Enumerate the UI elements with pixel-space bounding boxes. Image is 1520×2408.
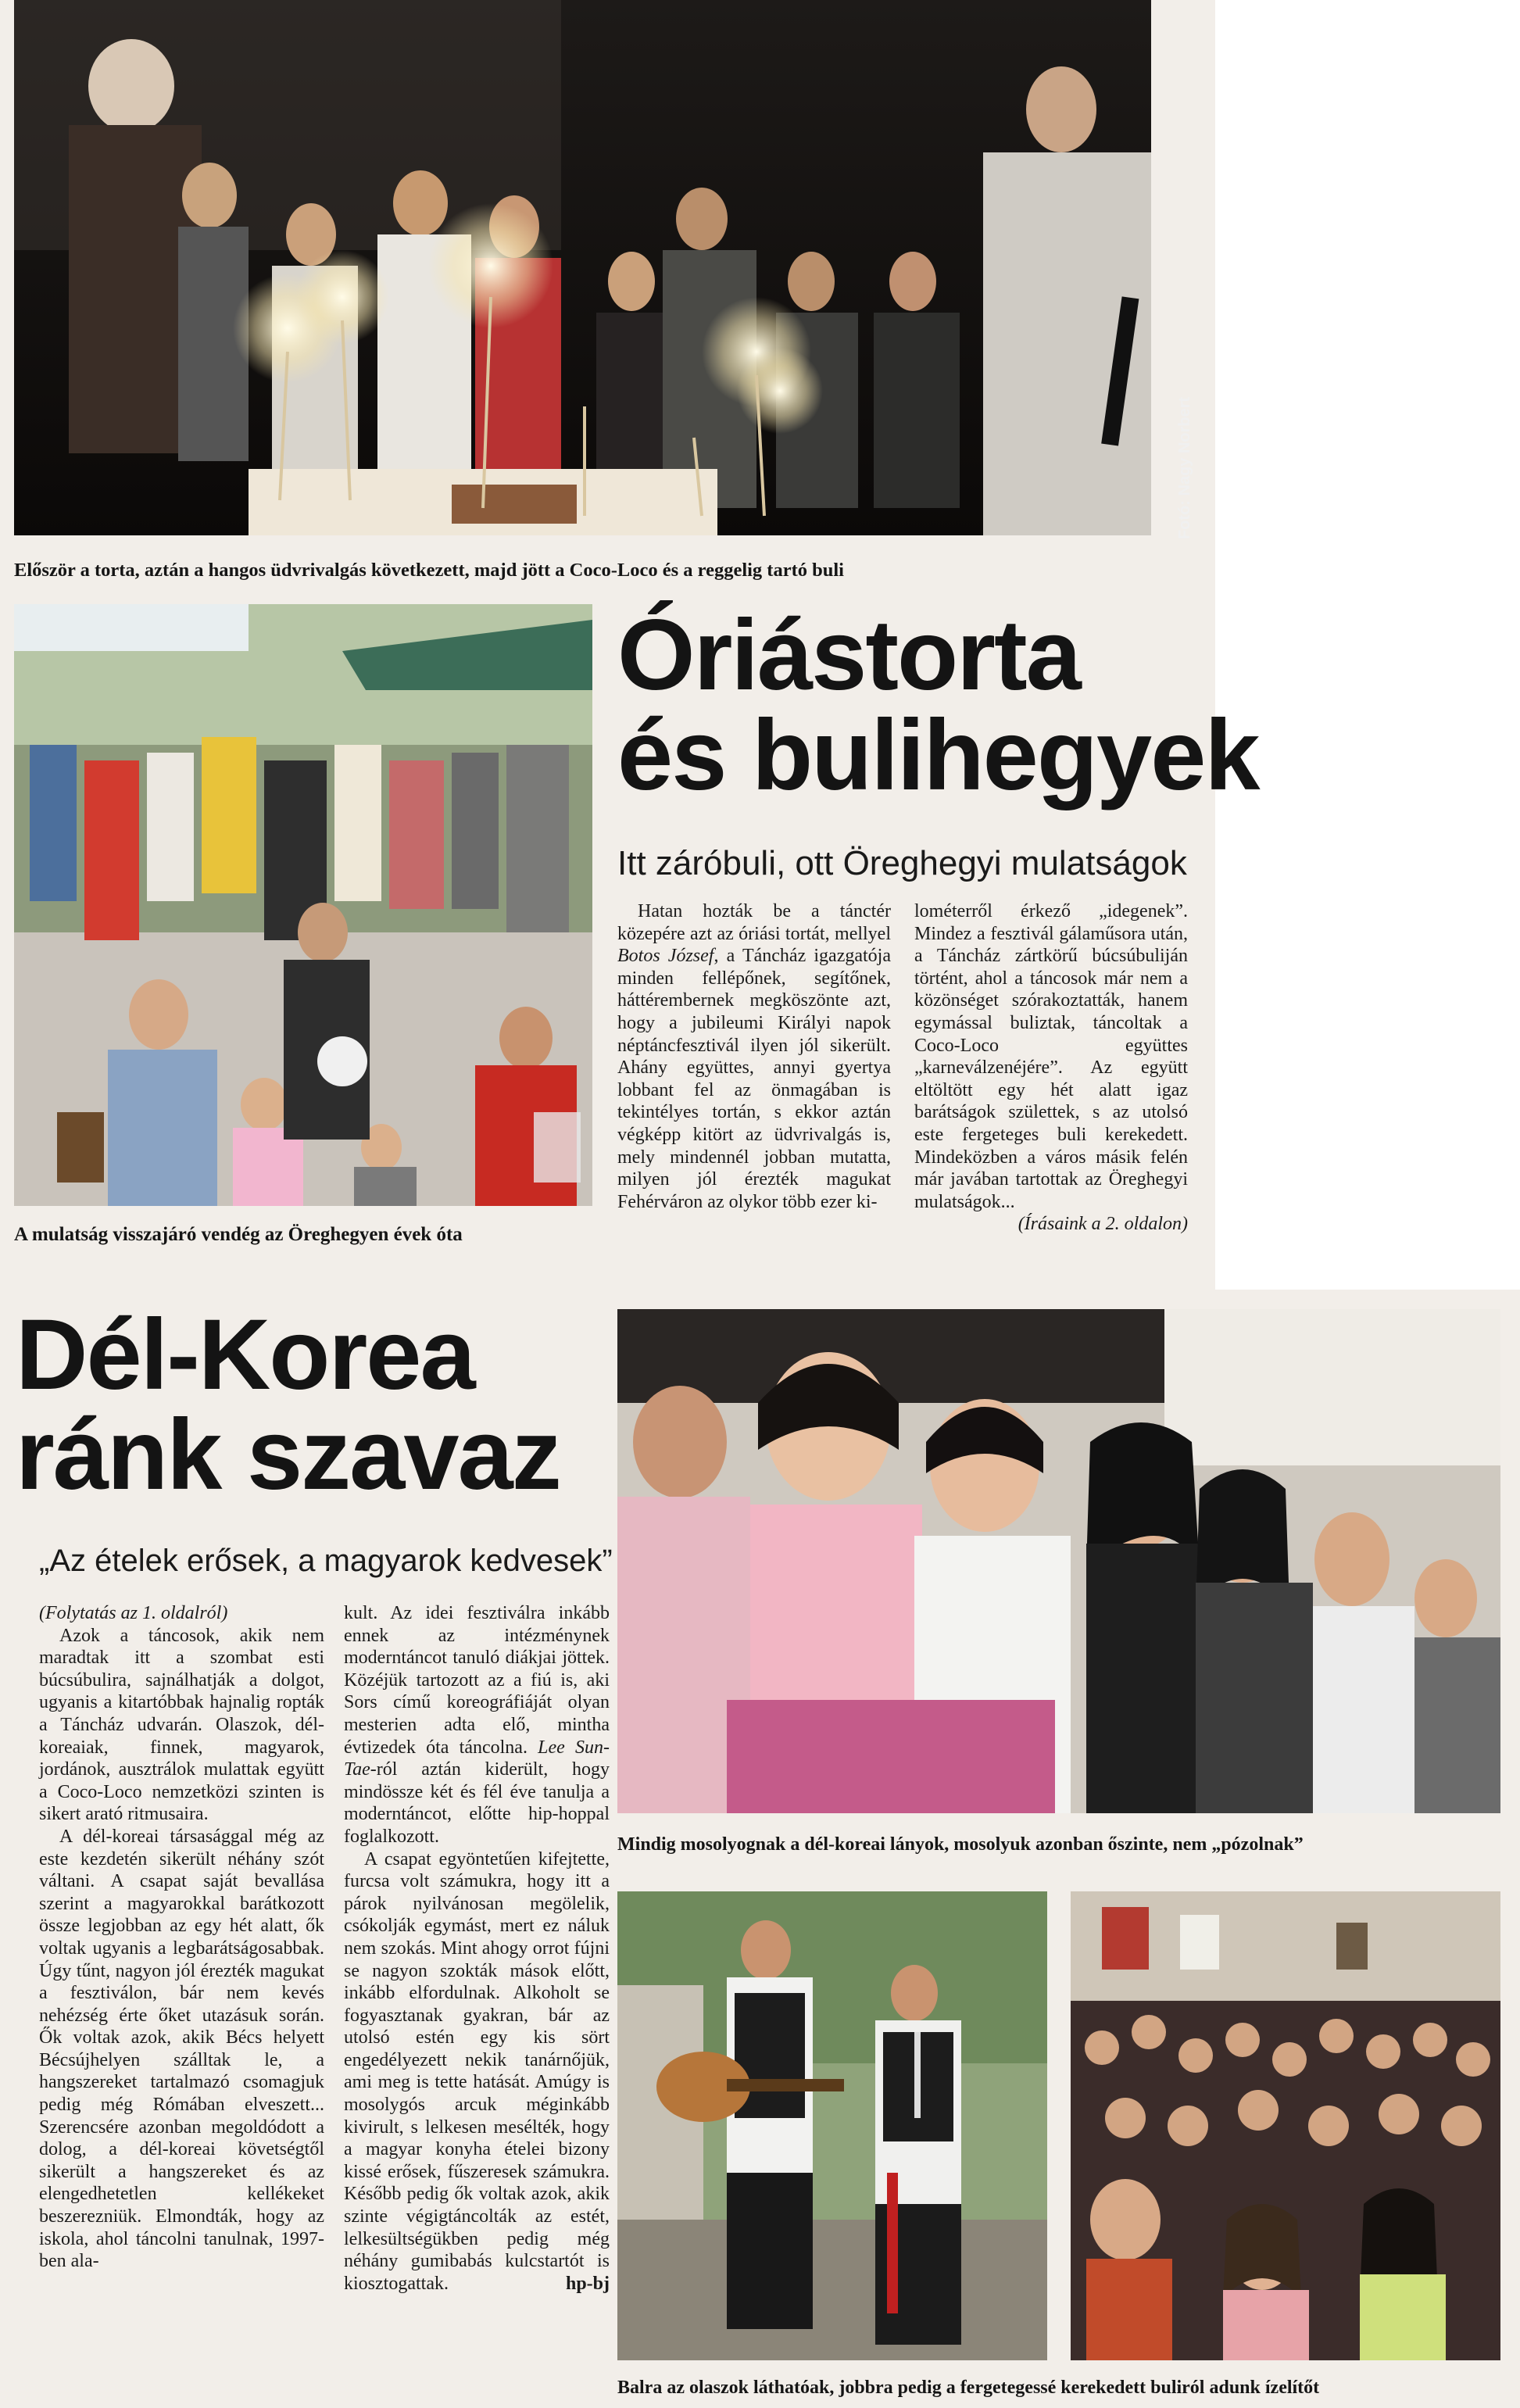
article1-column2	[914, 900, 1188, 1236]
article2-paragraph3: kult. Az idei fesztiválra inkább ennek az intézménynek moderntáncot tanuló diákjai jöttek. Közéjük tartozott az a fiú is, aki Sors című koreográfiáját olyan mesterien adta elő, mintha évtizedek óta táncolna. Lee Sun-Tae-ról aztán kiderült, hogy mindössze két és fél éve tanulja a moderntáncot, előtte hip-hoppal foglalkozott.	[344, 1603, 610, 1847]
author-signature: hp-bj	[565, 2273, 610, 2294]
article1-paragraph1: Hatan hozták be a tánctér közepére azt az óriási tortát, mellyel Botos József, a Táncház igazgatója minden fellépőnek, segítőnek, háttérembernek megköszönte azt, hogy a jubileumi Királyi napok néptáncfesztivál ilyen jól sikerült. Ahány együttes, annyi gyertya lobbant fel az önmagában is tekintélyes tortán, s ekkor aztán végképp kitört az üdvrivalgás is, mely mindennél jobban mutatta, milyen jól érezték magukat Fehérváron az olykor több ezer ki-	[617, 901, 891, 1212]
article1-headline-line2: és bulihegyek	[617, 700, 1259, 811]
article2-paragraph4: A csapat egyöntetűen kifejtette, furcsa volt számukra, hogy itt a párok nyilvánosan megölelik, csókolják egymást, mert ez náluk nem szokás. Mint ahogy orrot fújni se nagyon szokták mások előtt, inkább elfordulnak. Alkoholt se fogyasztanak gyakran, bár az utolsó estén egy kis sört engedélyezett nekik tanárnőjük, ami meg is tette hatását. Amúgy is mosolygós arcuk méginkább kivirult, s lelkesen mesélték, hogy a magyar konyha ételei bizony kissé erősek, fűszeresek számukra. Később pedig ők voltak azok, akik szinte végigtáncolták az estét, lelkesültségükben pedig még néhány gumibabás kulcstartót is kiosztogattak. hp-bj	[344, 1848, 610, 2294]
article1-kicker: Itt záróbuli, ott Öreghegyi mulatságok	[617, 844, 1187, 882]
article2-kicker: „Az ételek erősek, a magyarok kedvesek”	[39, 1544, 613, 1578]
article1-page-reference: (Írásaink a 2. oldalon)	[1018, 1214, 1188, 1235]
caption-bottom-photos: Balra az olaszok láthatóak, jobbra pedig a fergetegessé kerekedett buliról adunk ízelítőt	[617, 2378, 1320, 2398]
photo-party-crowd	[1071, 1891, 1500, 2360]
article2-headline-line1: Dél-Korea	[16, 1299, 474, 1411]
article1-column1	[617, 900, 891, 1213]
article1-headline	[617, 599, 1259, 811]
article2-paragraph1: Azok a táncosok, akik nem maradtak itt a szombat esti búcsúbulira, sajnálhatják a dolgot, ugyanis a kitartóbbak hajnalig ropták a Táncház udvarán. Olaszok, dél-koreaiak, finnek, magyarok, jordánok, ausztrálok mulattak együtt a Coco-Loco nemzetközi szinten is sikert arató ritmusaira.	[39, 1625, 324, 1825]
caption-korean-photo: Mindig mosolyognak a dél-koreai lányok, mosolyuk azonban őszinte, nem „pózolnak”	[617, 1834, 1304, 1855]
article2-headline-line2: ránk szavaz	[16, 1399, 560, 1511]
caption-crowd-photo: A mulatság visszajáró vendég az Öreghegyen évek óta	[14, 1224, 463, 1245]
photo-korean-girls	[617, 1309, 1500, 1813]
photo-italian-musicians	[617, 1891, 1047, 2360]
photo-cake-sparklers	[14, 0, 1151, 535]
person-name: Botos József	[617, 946, 714, 967]
continuation-note: (Folytatás az 1. oldalról)	[39, 1603, 228, 1623]
article1-headline-line1: Óriástorta	[617, 599, 1080, 711]
article2-headline	[16, 1299, 560, 1511]
article2-paragraph2: A dél-koreai társasággal még az este kezdetén sikerült néhány szót váltani. A csapat saját bevallása szerint a magyarokkal barátkozott össze legjobban az egy hét alatt, ők voltak ugyanis a legbarátságosabbak. Úgy tűnt, nagyon jól érezték magukat a fesztiválon, bár nem kevés nehézség érte őket utazásuk során. Ők voltak azok, akik Bécs helyett Bécsújhelyen szálltak le, a hangszereket tartalmazó csomagjuk pedig még Rómában elveszett... Szerencsére azonban megoldódott a dolog, a dél-koreai követségtől sikerült a hangszereket és az elengedhetetlen kellékeket beszerezniük. Elmondták, hogy az iskola, ahol táncolni tanulnak, 1997-ben ala-	[39, 1826, 324, 2272]
article2-column1	[39, 1602, 324, 2273]
photo-crowd-oreghegy	[14, 604, 592, 1206]
photo-credit: Fotó: Nagy Norbert	[1176, 396, 1193, 539]
article2-column2	[344, 1602, 610, 2295]
article1-paragraph2: lométerről érkező „idegenek”. Mindez a fesztivál gálaműsora után, a Táncház zártkörű búcsúbuliján történt, ahol a táncosok már nem a közönséget szórakoztatták, hanem egymással buliztak, táncoltak a Coco-Loco együttes „karneválzenéjére”. Az együtt eltöltött egy hét alatt igaz barátságok születtek, s az utolsó este fergeteges buli kerekedett. Mindeközben a város másik felén már javában tartottak az Öreghegyi mulatságok...	[914, 901, 1188, 1212]
person-name: Lee Sun-Tae	[344, 1737, 610, 1780]
caption-top-photo: Először a torta, aztán a hangos üdvrivalgás következett, majd jött a Coco-Loco és a reggelig tartó buli	[14, 560, 844, 581]
